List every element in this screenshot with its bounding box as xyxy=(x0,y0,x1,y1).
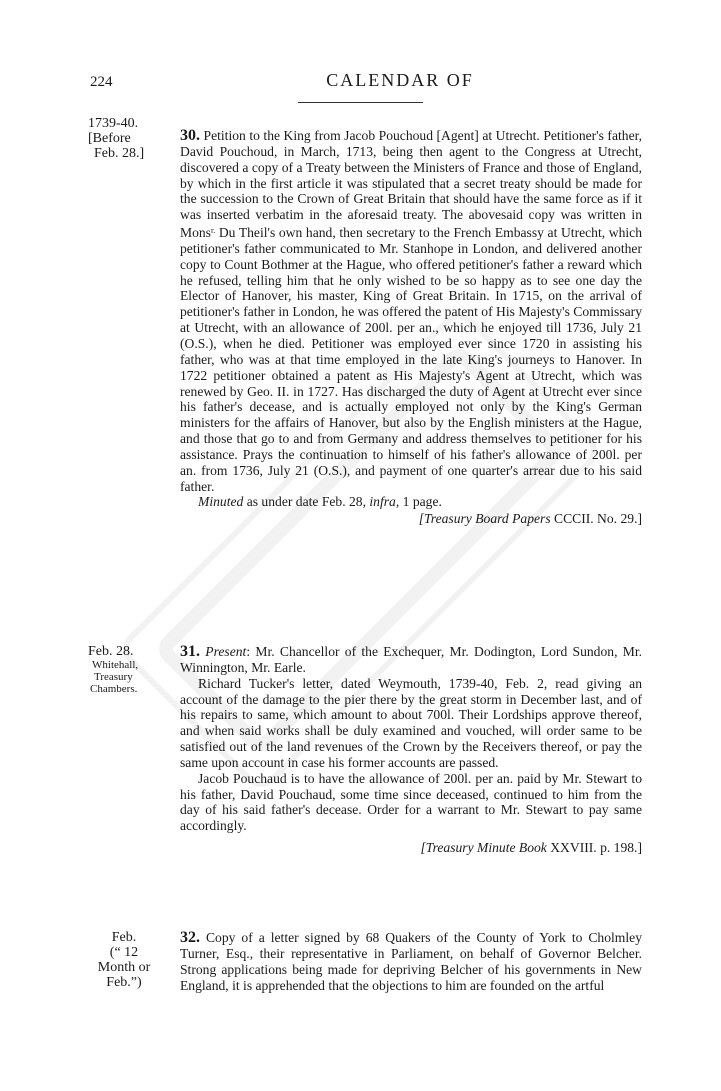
entry-number: 31. xyxy=(180,643,200,660)
entry-32 xyxy=(180,930,642,993)
citation-source: Treasury Board Papers xyxy=(423,511,551,527)
margin-date-line: Feb. xyxy=(111,930,137,945)
citation-source: Treasury Minute Book xyxy=(425,840,547,856)
citation xyxy=(180,840,642,856)
entry-text: Copy of a letter signed by 68 Quakers of the County of York to Cholmley Turner, Esq., their representative in Parliament, on behalf of Governor Belcher. Strong applications being made for depriving Belcher of his governments in New England, it is apprehended that the objections to him are founded on the artful xyxy=(180,930,642,993)
page-number: 224 xyxy=(90,74,113,90)
margin-date-line: Feb. 28.] xyxy=(94,146,145,161)
margin-date-line: Month or xyxy=(97,960,151,975)
entry-number: 32. xyxy=(180,929,200,946)
margin-note-entry-30 xyxy=(88,116,178,161)
margin-year: 1739-40. xyxy=(88,116,139,131)
margin-date-line: Feb. 28. xyxy=(88,644,134,659)
entry-text: Petitioner's father, David Pouchoud, in March, 1713, being then agent to the Congress at Utrecht, discovered a copy of a Treaty between the Ministers of France and those of England, by which in the first article it was stipulated that a secret treaty should be made for the succession to the Crown of Great Britain that should have the same force as if it was inserted verbatim in the aforesaid treaty. The abovesaid copy was written in Mons xyxy=(180,128,642,241)
bracket: ] xyxy=(637,511,642,527)
entry-30 xyxy=(180,128,642,527)
minuted-word: Minuted xyxy=(198,494,244,510)
minuted-text: as under date Feb. 28, xyxy=(243,494,370,510)
citation xyxy=(180,511,642,527)
bracket: [ xyxy=(418,511,424,527)
entry-opening: Petition to the King from Jacob Pouchoud [Agent] at Utrecht. xyxy=(200,128,540,143)
running-title: CALENDAR OF xyxy=(326,70,474,90)
margin-place-line: Chambers. xyxy=(90,683,138,695)
minuted-infra: infra xyxy=(369,494,396,510)
paragraph: Richard Tucker's letter, dated Weymouth, 1739-40, Feb. 2, read giving an account of the damage to the pier there by the great storm in December last, and of his repairs to same, which amount to about 700l. Their Lordships approve thereof, and when said works shall be duly examined and vouched, will order same to be satisfied out of the land revenues of the Crown by the Receivers thereof, or pay the same upon account in case his former accounts are passed. xyxy=(180,675,642,770)
margin-date-line: (“ 12 xyxy=(109,945,139,960)
header-rule xyxy=(298,102,423,103)
page-header xyxy=(0,60,721,110)
entry-text: Du Theil's own hand, then secretary to the French Embassy at Utrecht, which petitioner's father communicated to Mr. Stanhope in London, and delivered another copy to Count Bothmer at the Hague, who offered petitioner's father a reward which he refused, telling him that he only wished to be so happy as to see one day the Elector of Hanover, his master, King of Great Britain. In 1715, on the arrival of petitioner's father in London, he was offered the patent of His Majesty's Commissary at Utrecht, with an allowance of 200l. per an., which he enjoyed till 1736, July 21 (O.S.), when he died. Petitioner was employed ever since 1720 in assisting his father, who was at that time employed in the late King's journeys to Hanover. In 1722 petitioner obtained a patent as His Majesty's Agent at Utrecht, which was renewed by Geo. II. in 1727. Has discharged the duty of Agent at Utrecht ever since his father's decease, and is actually employed not only by the King's German ministers for the affairs of Hanover, but also by the English ministers at the Hague, and those that go to and from Germany and address themselves to petitioner for his assistance. Prays the continuation to himself of his father's allowance of 200l. per an. from 1736, July 21 (O.S.), and payment of one quarter's arrear due to his said father. xyxy=(180,225,642,494)
abbreviation-superscript: r. xyxy=(210,226,216,236)
citation-ref: XXVIII. p. 198. xyxy=(546,840,638,856)
entry-number: 30. xyxy=(180,127,200,144)
present-word: Present xyxy=(205,644,247,659)
bracket: ] xyxy=(637,840,642,856)
margin-note-entry-31 xyxy=(88,644,178,695)
present-list: : Mr. Chancellor of the Exchequer, Mr. Dodington, Lord Sundon, Mr. Winnington, Mr. Earle. xyxy=(180,644,642,675)
margin-note-entry-32 xyxy=(88,930,160,990)
margin-place-line: Treasury xyxy=(94,671,133,683)
paragraph: Jacob Pouchaud is to have the allowance of 200l. per an. paid by Mr. Stewart to his father, David Pouchaud, some time since deceased, continued to him from the day of his said father's decease. Order for a warrant to Mr. Stewart to pay same accordingly. xyxy=(180,770,642,834)
bracket: [ xyxy=(420,840,426,856)
margin-place-line: Whitehall, xyxy=(92,659,139,671)
entry-31 xyxy=(180,644,642,856)
margin-date-line: Feb.”) xyxy=(106,975,142,990)
minuted-pages: , 1 page. xyxy=(395,494,442,510)
margin-date-line: [Before xyxy=(88,131,131,146)
citation-ref: CCCII. No. 29. xyxy=(550,511,638,527)
